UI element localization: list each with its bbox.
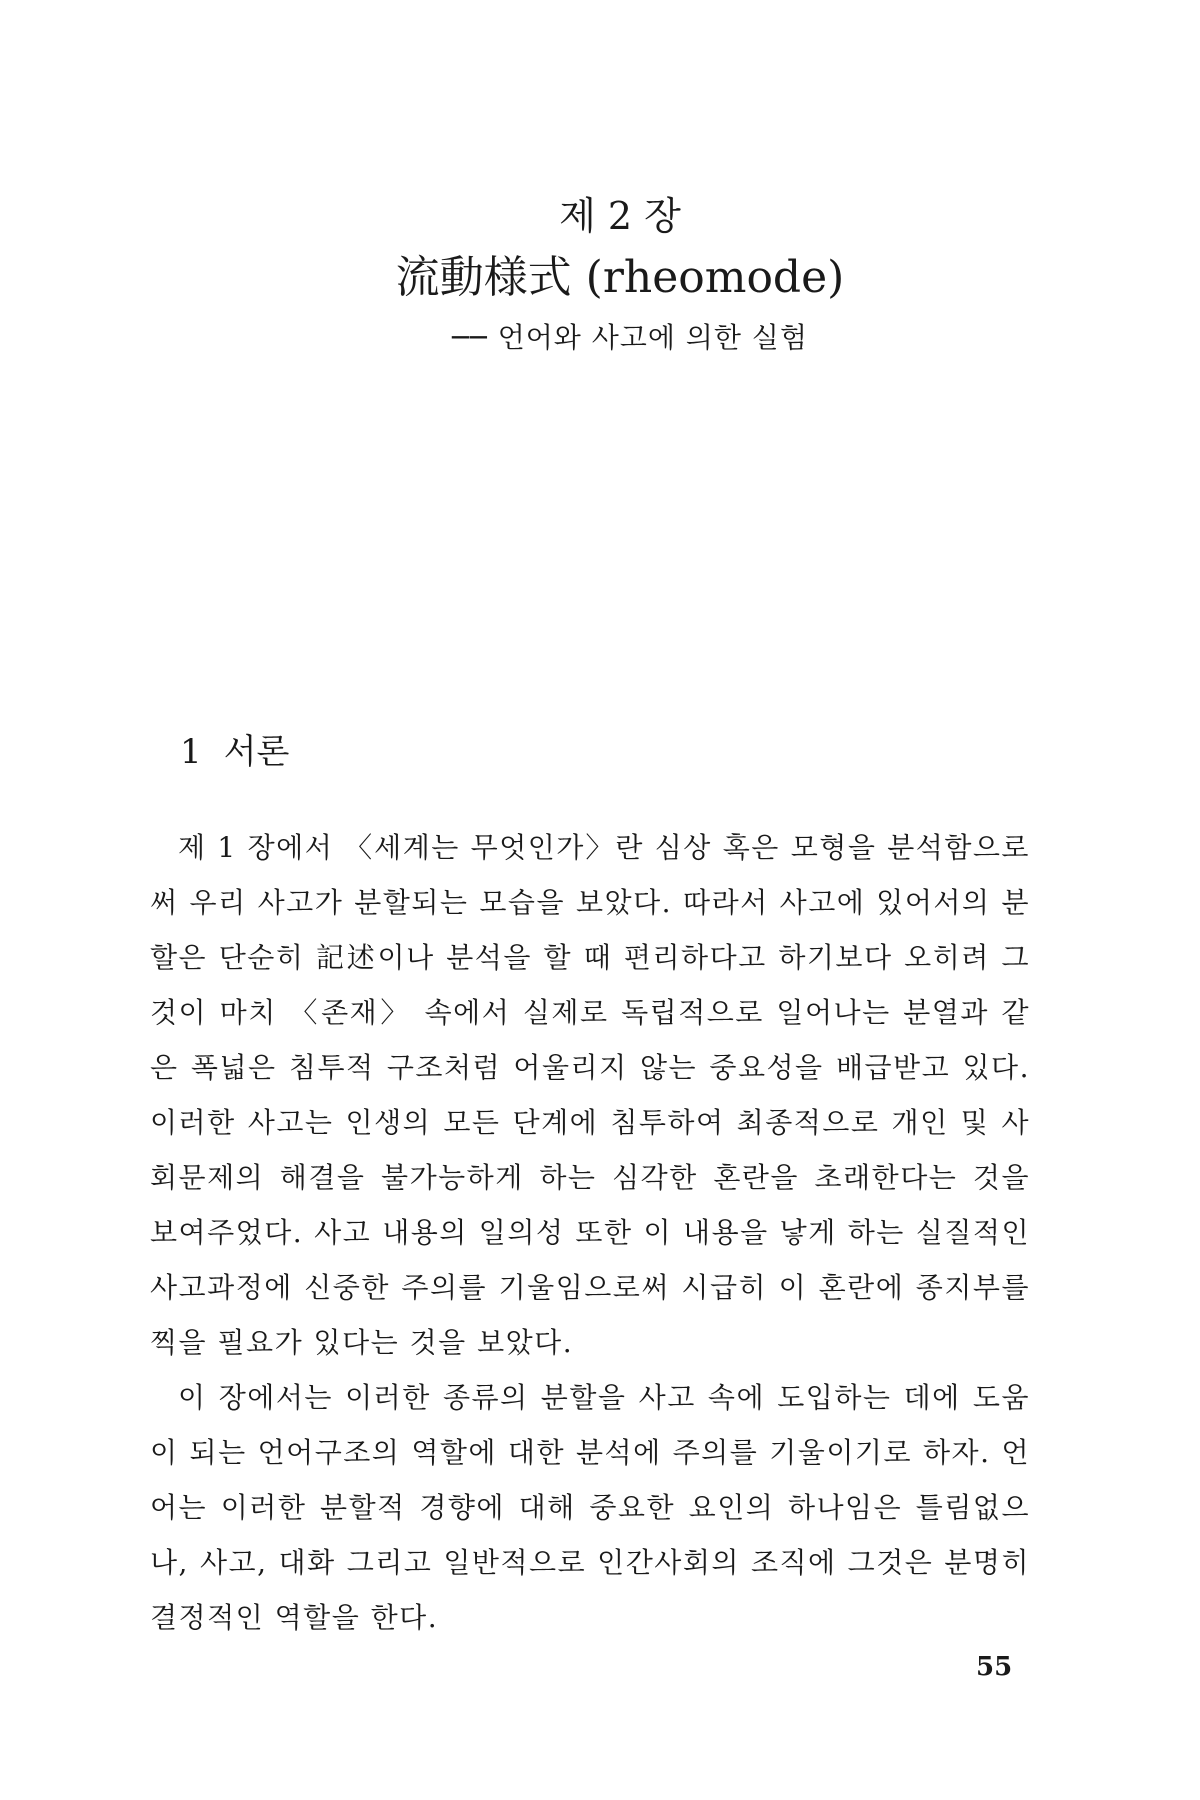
section-heading xyxy=(180,730,289,774)
body-text xyxy=(150,820,1030,1645)
section-number: 1 xyxy=(180,732,202,772)
chapter-title: 流動様式 (rheomode) xyxy=(395,252,845,303)
chapter-header xyxy=(0,190,1200,358)
chapter-subtitle: ── 언어와 사고에 의한 실험 xyxy=(452,321,808,354)
chapter-number: 제 2 장 xyxy=(559,194,681,238)
paragraph: 이 장에서는 이러한 종류의 분할을 사고 속에 도입하는 데에 도움이 되는 언어구조의 역할에 대한 분석에 주의를 기울이기로 하자. 언어는 이러한 분할적 경향에 대해 중요한 요인의 하나임은 틀림없으나, 사고, 대화 그리고 일반적으로 인간사회의 조직에 그것은 분명히 결정적인 역할을 한다. xyxy=(150,1381,1030,1634)
page-number: 55 xyxy=(976,1652,1013,1682)
section-title: 서론 xyxy=(223,732,290,772)
paragraph: 제 1 장에서 〈세계는 무엇인가〉란 심상 혹은 모형을 분석함으로써 우리 사고가 분할되는 모습을 보았다. 따라서 사고에 있어서의 분할은 단순히 記述이나 분석을 할 때 편리하다고 하기보다 오히려 그것이 마치 〈존재〉 속에서 실제로 독립적으로 일어나는 분열과 같은 폭넓은 침투적 구조처럼 어울리지 않는 중요성을 배급받고 있다. 이러한 사고는 인생의 모든 단계에 침투하여 최종적으로 개인 및 사회문제의 해결을 불가능하게 하는 심각한 혼란을 초래한다는 것을 보여주었다. 사고 내용의 일의성 또한 이 내용을 낳게 하는 실질적인 사고과정에 신중한 주의를 기울임으로써 시급히 이 혼란에 종지부를 찍을 필요가 있다는 것을 보았다. xyxy=(150,831,1030,1359)
